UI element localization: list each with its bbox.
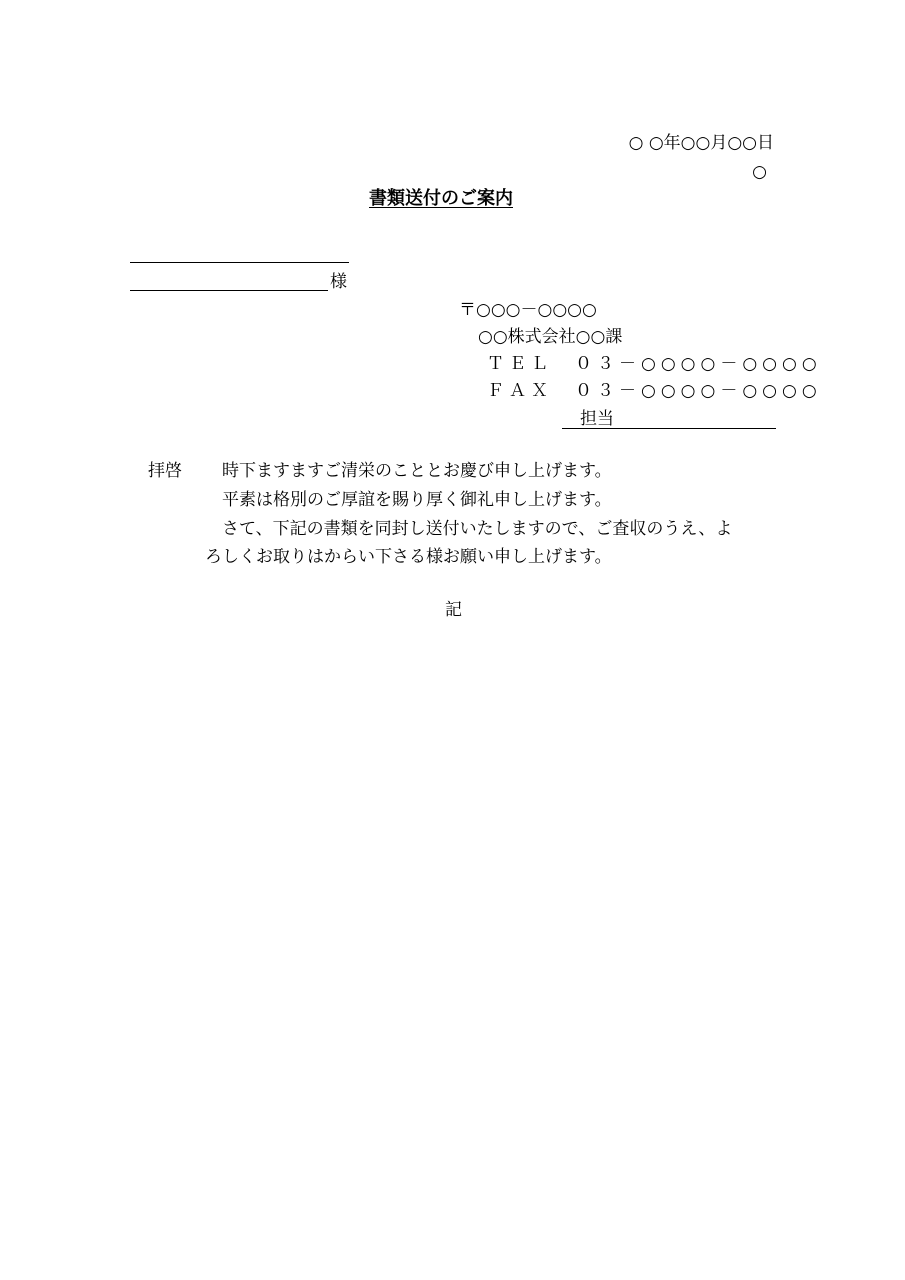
sender-fax: ＦＡＸ ０３－○○○○－○○○○ bbox=[487, 381, 822, 401]
letter-title: 書類送付のご案内 bbox=[369, 188, 513, 209]
body-line-2: 平素は格別のご厚誼を賜り厚く御礼申し上げます。 bbox=[222, 490, 612, 510]
body-line-1: 時下ますますご清栄のこととお慶び申し上げます。 bbox=[222, 461, 612, 481]
sender-person: 担当 bbox=[580, 409, 614, 429]
letter-date: ○ ○年○○月○○日 bbox=[628, 133, 774, 153]
sender-person-line bbox=[562, 428, 776, 429]
ki-heading: 記 bbox=[445, 600, 462, 620]
body-line-4: ろしくお取りはからい下さる様お願い申し上げます。 bbox=[205, 547, 612, 567]
letter-date-sub: ○ bbox=[752, 162, 767, 182]
recipient-line-1 bbox=[130, 262, 349, 263]
sender-tel: ＴＥＬ ０３－○○○○－○○○○ bbox=[487, 354, 822, 374]
greeting: 拝啓 bbox=[148, 461, 182, 481]
body-line-3: さて、下記の書類を同封し送付いたしますので、ご査収のうえ、よ bbox=[222, 519, 733, 539]
recipient-line-2 bbox=[130, 290, 328, 291]
sender-company: ○○株式会社○○課 bbox=[478, 327, 623, 347]
sender-zip: 〒○○○－○○○○ bbox=[459, 300, 597, 320]
recipient-suffix: 様 bbox=[330, 272, 347, 292]
